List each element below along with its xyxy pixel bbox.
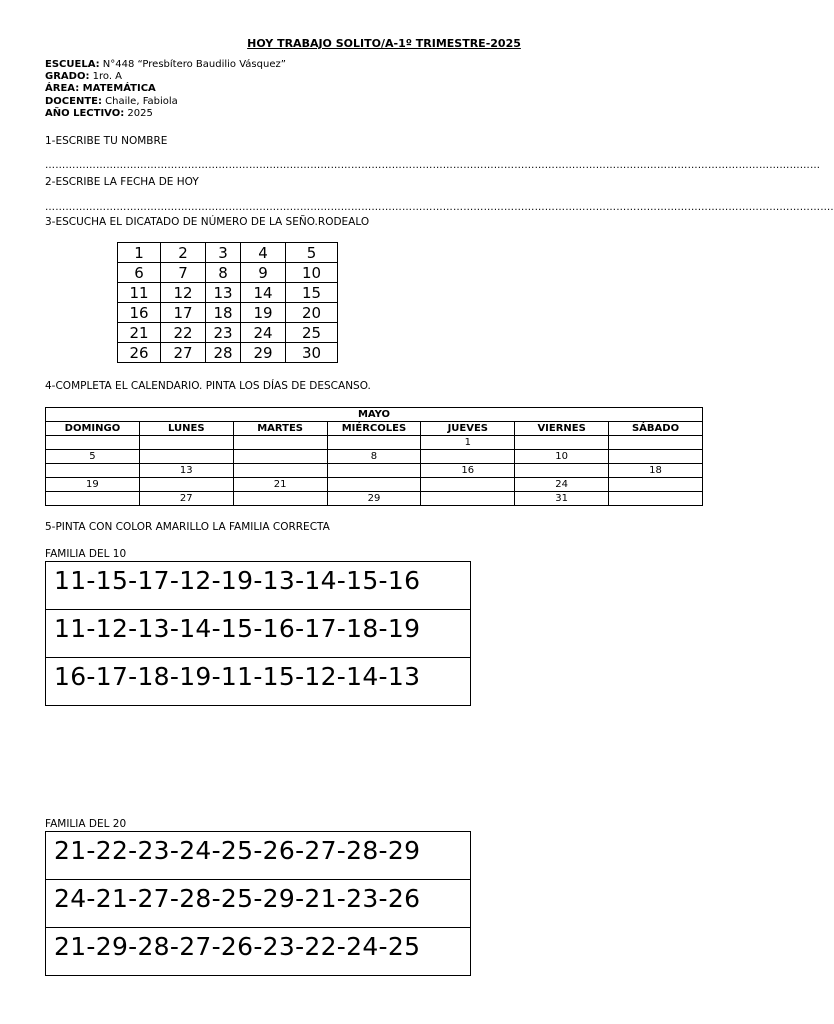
calendar-day-cell[interactable] (421, 478, 515, 492)
calendar-week-row (46, 464, 703, 478)
info-label: ÁREA: MATEMÁTICA (45, 83, 156, 94)
number-cell[interactable]: 28 (206, 343, 241, 363)
calendar-day-cell[interactable]: 31 (515, 492, 609, 506)
number-cell[interactable]: 19 (241, 303, 286, 323)
calendar-day-cell[interactable]: 27 (139, 492, 233, 506)
number-grid-row (118, 303, 338, 323)
number-cell[interactable]: 16 (118, 303, 161, 323)
family-10-label: FAMILIA DEL 10 (45, 548, 127, 560)
number-grid-row (118, 323, 338, 343)
page-title: HOY TRABAJO SOLITO/A-1º TRIMESTRE-2025 (247, 37, 521, 50)
calendar-day-cell[interactable]: 5 (46, 450, 140, 464)
question-5: 5-PINTA CON COLOR AMARILLO LA FAMILIA CORRECTA (45, 521, 330, 533)
number-cell[interactable]: 2 (161, 243, 206, 263)
number-cell[interactable]: 5 (286, 243, 338, 263)
calendar-day-header: VIERNES (515, 422, 609, 436)
family-10-option[interactable]: 11-12-13-14-15-16-17-18-19 (46, 610, 471, 658)
number-cell[interactable]: 30 (286, 343, 338, 363)
calendar-week-row (46, 436, 703, 450)
number-cell[interactable]: 24 (241, 323, 286, 343)
number-cell[interactable]: 27 (161, 343, 206, 363)
number-cell[interactable]: 13 (206, 283, 241, 303)
calendar-day-cell[interactable] (327, 478, 421, 492)
calendar-day-cell[interactable] (46, 436, 140, 450)
question-3: 3-ESCUCHA EL DICATADO DE NÚMERO DE LA SEÑO.RODEALO (45, 216, 370, 228)
info-label: DOCENTE: (45, 96, 102, 107)
calendar-day-header: LUNES (139, 422, 233, 436)
date-answer-line[interactable]: ……………………………………………………………………………………………………………………………………………………………………………………………………………. (45, 202, 834, 213)
calendar-day-cell[interactable] (327, 436, 421, 450)
calendar-day-cell[interactable] (421, 450, 515, 464)
info-label: AÑO LECTIVO: (45, 108, 125, 119)
question-4: 4-COMPLETA EL CALENDARIO. PINTA LOS DÍAS DE DESCANSO. (45, 380, 371, 392)
number-cell[interactable]: 8 (206, 263, 241, 283)
family-10-option[interactable]: 11-15-17-12-19-13-14-15-16 (46, 562, 471, 610)
calendar-day-cell[interactable] (139, 450, 233, 464)
question-1: 1-ESCRIBE TU NOMBRE (45, 135, 168, 147)
calendar-day-cell[interactable] (233, 450, 327, 464)
number-grid (117, 242, 338, 363)
number-cell[interactable]: 21 (118, 323, 161, 343)
number-cell[interactable]: 17 (161, 303, 206, 323)
calendar-week-row (46, 478, 703, 492)
calendar-day-cell[interactable]: 18 (609, 464, 703, 478)
number-cell[interactable]: 25 (286, 323, 338, 343)
calendar-day-cell[interactable]: 21 (233, 478, 327, 492)
calendar-day-cell[interactable]: 16 (421, 464, 515, 478)
number-cell[interactable]: 4 (241, 243, 286, 263)
number-cell[interactable]: 20 (286, 303, 338, 323)
calendar-day-cell[interactable] (46, 492, 140, 506)
number-cell[interactable]: 12 (161, 283, 206, 303)
question-2: 2-ESCRIBE LA FECHA DE HOY (45, 176, 199, 188)
calendar-day-cell[interactable] (609, 450, 703, 464)
number-cell[interactable]: 15 (286, 283, 338, 303)
calendar-day-cell[interactable] (233, 436, 327, 450)
calendar-week-row (46, 450, 703, 464)
number-cell[interactable]: 14 (241, 283, 286, 303)
number-cell[interactable]: 10 (286, 263, 338, 283)
number-cell[interactable]: 22 (161, 323, 206, 343)
calendar-day-header: DOMINGO (46, 422, 140, 436)
calendar-day-cell[interactable]: 13 (139, 464, 233, 478)
calendar-day-cell[interactable] (327, 464, 421, 478)
calendar-day-cell[interactable]: 1 (421, 436, 515, 450)
calendar-day-cell[interactable] (421, 492, 515, 506)
number-cell[interactable]: 18 (206, 303, 241, 323)
family-10-table (45, 561, 471, 706)
info-value: N°448 “Presbítero Baudilio Vásquez” (99, 59, 286, 70)
number-cell[interactable]: 11 (118, 283, 161, 303)
info-value: 2025 (124, 108, 153, 119)
info-escuela (45, 59, 286, 71)
family-20-option[interactable]: 24-21-27-28-25-29-21-23-26 (46, 880, 471, 928)
number-cell[interactable]: 6 (118, 263, 161, 283)
calendar-day-cell[interactable] (609, 478, 703, 492)
calendar-month: MAYO (46, 408, 703, 422)
calendar-day-header: MARTES (233, 422, 327, 436)
calendar-day-cell[interactable]: 29 (327, 492, 421, 506)
number-cell[interactable]: 9 (241, 263, 286, 283)
calendar-day-cell[interactable] (139, 436, 233, 450)
calendar-table (45, 407, 703, 506)
family-20-label: FAMILIA DEL 20 (45, 818, 127, 830)
number-grid-row (118, 283, 338, 303)
family-20-table (45, 831, 471, 976)
calendar-day-cell[interactable]: 8 (327, 450, 421, 464)
calendar-day-cell[interactable] (515, 464, 609, 478)
info-value: 1ro. A (89, 71, 123, 82)
calendar-day-cell[interactable] (233, 492, 327, 506)
info-value: Chaile, Fabiola (102, 96, 178, 107)
family-20-option[interactable]: 21-29-28-27-26-23-22-24-25 (46, 928, 471, 976)
name-answer-line[interactable]: ………………………………………………………………………………………………………………………………………………………………………………………………………… (45, 160, 821, 171)
info-area (45, 83, 156, 95)
calendar-day-cell[interactable] (609, 436, 703, 450)
info-anio (45, 108, 153, 120)
family-20-option[interactable]: 21-22-23-24-25-26-27-28-29 (46, 832, 471, 880)
calendar-day-cell[interactable] (515, 436, 609, 450)
info-label: GRADO: (45, 71, 90, 82)
number-cell[interactable]: 7 (161, 263, 206, 283)
calendar-week-row (46, 492, 703, 506)
number-cell[interactable]: 3 (206, 243, 241, 263)
number-cell[interactable]: 1 (118, 243, 161, 263)
calendar-day-cell[interactable] (609, 492, 703, 506)
number-cell[interactable]: 29 (241, 343, 286, 363)
calendar-day-cell[interactable] (139, 478, 233, 492)
calendar-day-header: MIÉRCOLES (327, 422, 421, 436)
number-cell[interactable]: 26 (118, 343, 161, 363)
info-label: ESCUELA: (45, 59, 100, 70)
number-grid-row (118, 243, 338, 263)
number-grid-row (118, 343, 338, 363)
family-10-option[interactable]: 16-17-18-19-11-15-12-14-13 (46, 658, 471, 706)
number-grid-row (118, 263, 338, 283)
calendar-day-cell[interactable]: 24 (515, 478, 609, 492)
info-grado (45, 71, 122, 83)
calendar-day-cell[interactable] (233, 464, 327, 478)
calendar-day-header: JUEVES (421, 422, 515, 436)
number-cell[interactable]: 23 (206, 323, 241, 343)
calendar-day-cell[interactable]: 19 (46, 478, 140, 492)
calendar-day-cell[interactable]: 10 (515, 450, 609, 464)
calendar-day-header: SÁBADO (609, 422, 703, 436)
calendar-day-cell[interactable] (46, 464, 140, 478)
info-docente (45, 96, 178, 108)
